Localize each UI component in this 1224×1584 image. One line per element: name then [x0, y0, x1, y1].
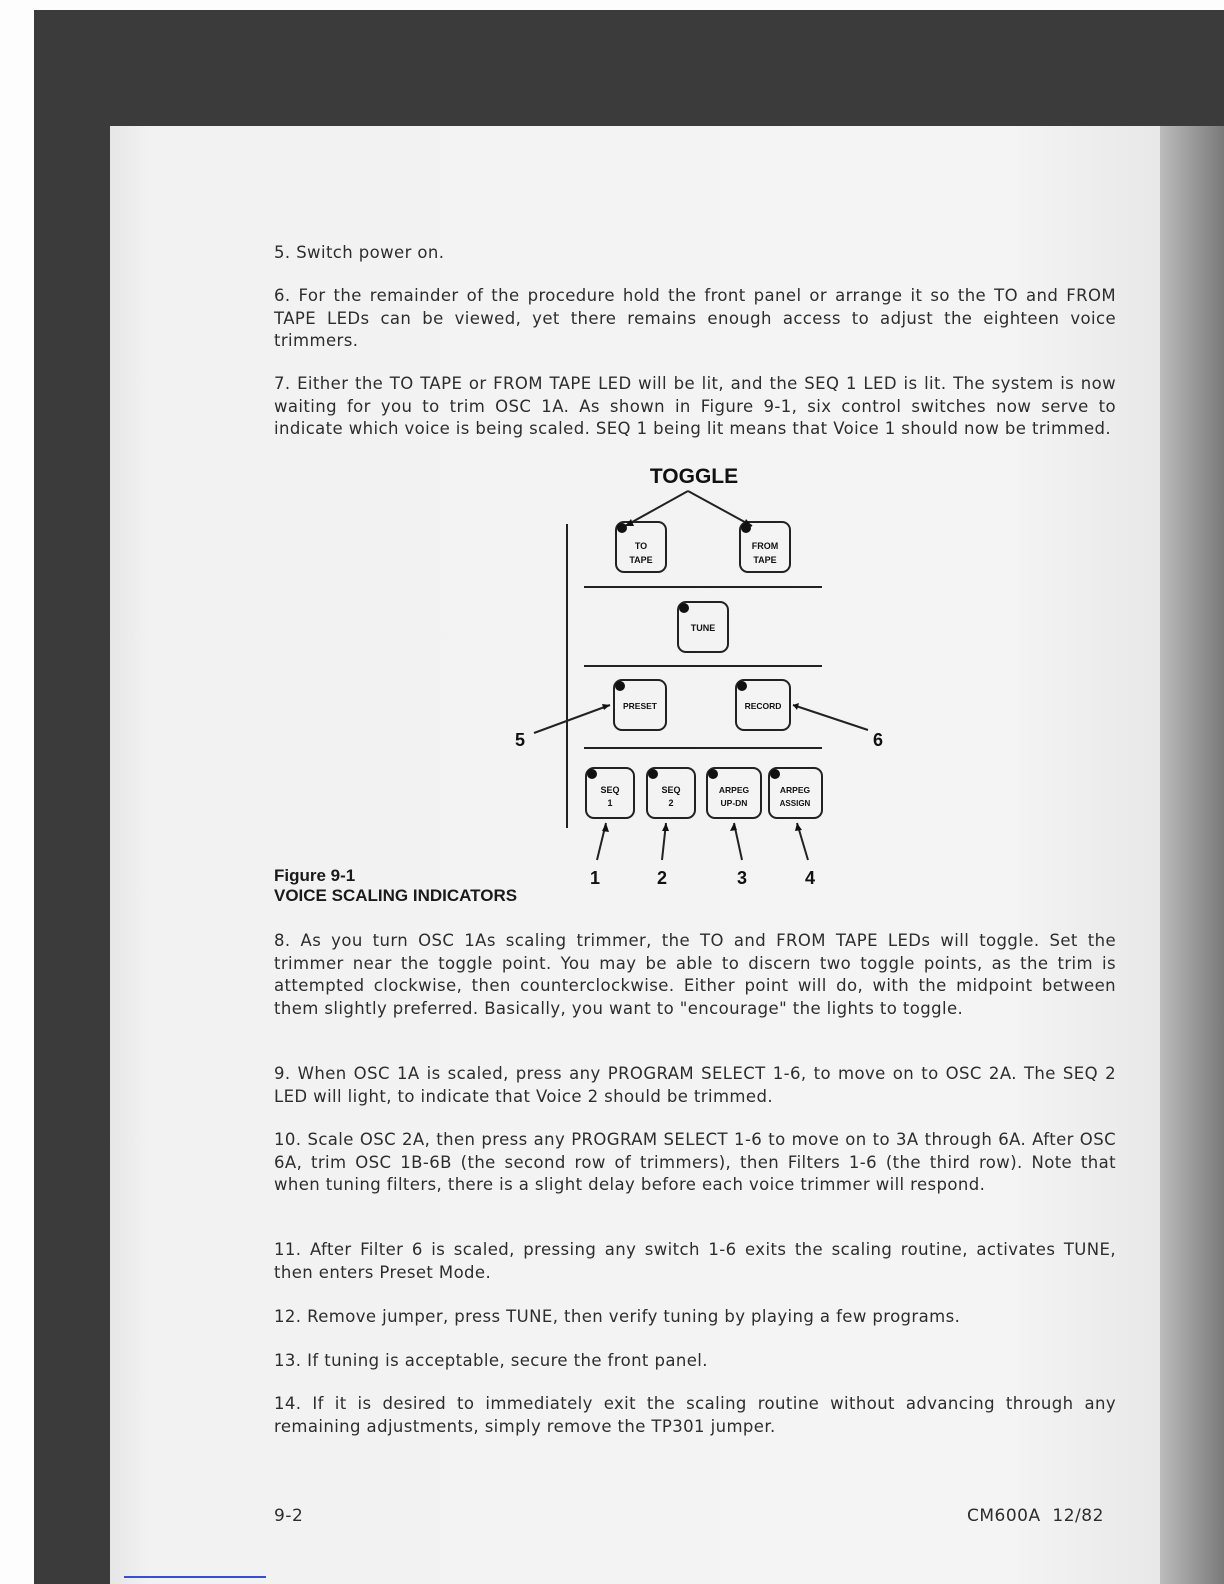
step-9-paragraph: 9. When OSC 1A is scaled, press any PROGRAM SELECT 1-6, to move on to OSC 2A. The SEQ 2 LED will light, to indicate that Voice 2 should be trimmed. — [274, 1064, 1116, 1106]
seq1-label-line1: SEQ — [600, 785, 620, 795]
from-tape-label-line2: TAPE — [753, 555, 777, 565]
arpeg-updn-label-line1: ARPEG — [718, 785, 750, 795]
led-icon — [770, 769, 780, 779]
callout-5: 5 — [514, 730, 526, 750]
callout-line-6 — [793, 705, 868, 730]
led-icon — [708, 769, 718, 779]
tune-label: TUNE — [690, 623, 716, 633]
page-number: 9-2 — [274, 1506, 304, 1526]
step-6-paragraph: 6. For the remainder of the procedure hold the front panel or arrange it so the TO and FROM TAPE LEDs can be viewed, yet there remains enough access to adjust the eighteen voice trimmers. — [274, 286, 1116, 350]
figure-title: VOICE SCALING INDICATORS — [274, 886, 518, 905]
step-12-paragraph: 12. Remove jumper, press TUNE, then verify tuning by playing a few programs. — [274, 1307, 961, 1326]
callout-6: 6 — [872, 730, 884, 750]
callout-2: 2 — [656, 868, 668, 888]
led-icon — [679, 603, 689, 613]
document-id: CM600A 12/82 — [967, 1506, 1104, 1526]
from-tape-label-line1: FROM — [751, 541, 779, 551]
callout-4: 4 — [804, 868, 816, 888]
arpeg-assign-label-line2: ASSIGN — [779, 799, 811, 808]
arrowhead-icon — [602, 823, 609, 832]
led-icon — [615, 681, 625, 691]
led-icon — [737, 681, 747, 691]
arrowhead-icon — [662, 823, 669, 831]
scan-underline-mark — [124, 1576, 266, 1578]
record-label: RECORD — [744, 701, 782, 711]
toggle-arrow-left — [625, 491, 688, 526]
led-icon — [617, 523, 627, 533]
seq2-label-line1: SEQ — [661, 785, 681, 795]
callout-1: 1 — [589, 868, 601, 888]
toggle-label: TOGGLE — [649, 465, 739, 488]
step-11-paragraph: 11. After Filter 6 is scaled, pressing any switch 1-6 exits the scaling routine, activates TUNE, then enters Preset Mode. — [274, 1240, 1116, 1282]
arpeg-updn-label-line2: UP-DN — [720, 798, 748, 808]
callout-line-5 — [534, 705, 610, 733]
step-7-paragraph: 7. Either the TO TAPE or FROM TAPE LED will be lit, and the SEQ 1 LED is lit. The system is now waiting for you to trim OSC 1A. As shown in Figure 9-1, six control switches now serve to indicate which voice is being scaled. SEQ 1 being lit means that Voice 1 should now be trimmed. — [274, 374, 1116, 438]
led-icon — [741, 523, 751, 533]
seq1-label-line2: 1 — [607, 798, 613, 808]
callout-3: 3 — [736, 868, 748, 888]
led-icon — [648, 769, 658, 779]
arrowhead-icon — [602, 704, 610, 710]
step-14-paragraph: 14. If it is desired to immediately exit the scaling routine without advancing through any remaining adjustments, simply remove the TP301 jumper. — [274, 1394, 1116, 1436]
arrowhead-icon — [730, 823, 737, 831]
figure-caption — [274, 866, 517, 906]
preset-label: PRESET — [622, 701, 658, 711]
to-tape-label-line2: TAPE — [629, 555, 653, 565]
led-icon — [587, 769, 597, 779]
arpeg-assign-label-line1: ARPEG — [779, 785, 811, 795]
seq2-label-line2: 2 — [668, 798, 674, 808]
figure-number: Figure 9-1 — [274, 866, 356, 885]
to-tape-label-line1: TO — [634, 541, 648, 551]
step-8-paragraph: 8. As you turn OSC 1As scaling trimmer, the TO and FROM TAPE LEDs will toggle. Set the trimmer near the toggle point. You may be able to discern two toggle points, as the trim is attempted clockwise, then counterclockwise. Either point will do, with the midpoint between them slightly preferred. Basically, you want to "encourage" the lights to toggle. — [274, 931, 1116, 1018]
toggle-arrow-right — [688, 491, 752, 526]
arrowhead-icon — [795, 823, 802, 831]
step-10-paragraph: 10. Scale OSC 2A, then press any PROGRAM SELECT 1-6 to move on to 3A through 6A. After OSC 6A, trim OSC 1B-6B (the second row of trimmers), then Filters 1-6 (the third row). Note that when tuning filters, there is a slight delay before each voice trimmer will respond. — [274, 1130, 1116, 1194]
step-5-paragraph: 5. Switch power on. — [274, 243, 445, 262]
step-13-paragraph: 13. If tuning is acceptable, secure the front panel. — [274, 1351, 708, 1370]
